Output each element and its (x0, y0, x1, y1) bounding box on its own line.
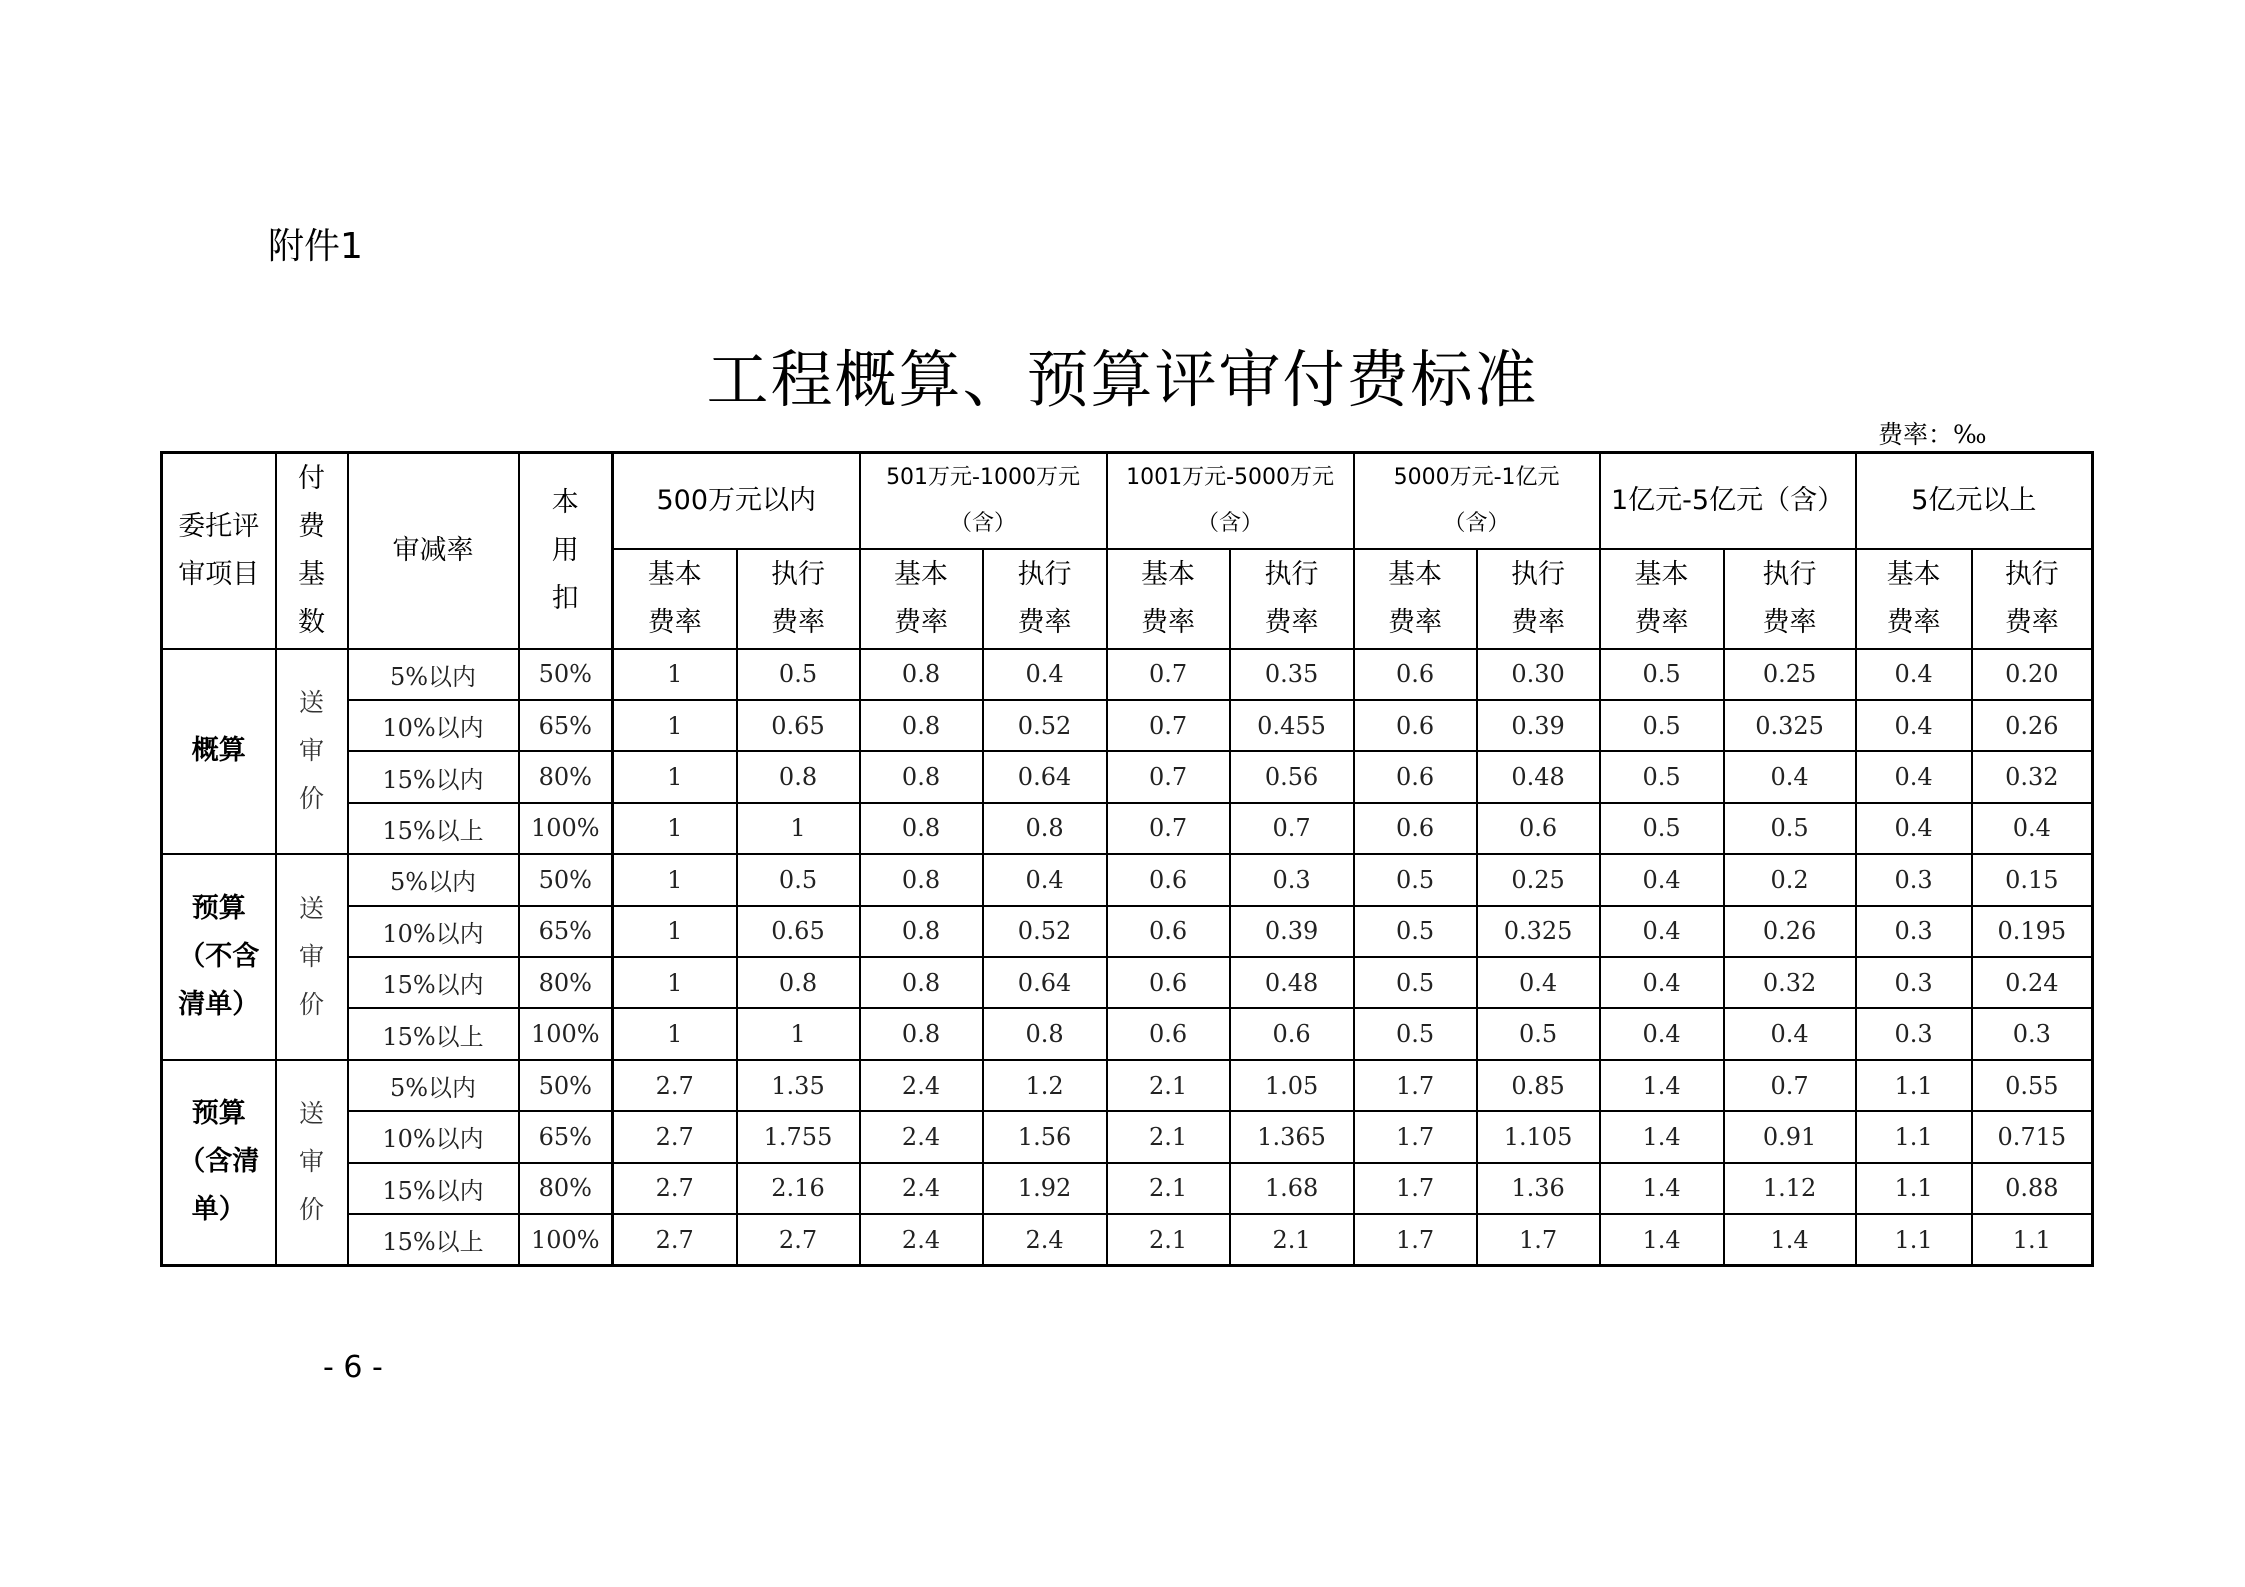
basic-rate-cell: 0.4 (1856, 803, 1972, 854)
exec-rate-cell: 1.105 (1477, 1111, 1600, 1162)
basic-rate-cell: 2.1 (1107, 1111, 1230, 1162)
group-base-label: 送审价 (298, 1099, 324, 1225)
exec-rate-cell: 0.52 (983, 700, 1107, 751)
basic-rate-cell: 0.6 (1354, 751, 1477, 802)
basic-rate-cell: 0.6 (1107, 957, 1230, 1008)
basic-rate-cell: 1.4 (1600, 1060, 1724, 1111)
exec-rate-label: 执行费率 (771, 558, 825, 638)
exec-rate-cell: 0.55 (1972, 1060, 2093, 1111)
basic-rate-label: 基本费率 (1886, 558, 1941, 638)
basic-rate-cell: 0.6 (1354, 649, 1477, 700)
basic-rate-cell: 1 (613, 854, 737, 905)
exec-rate-cell: 0.3 (1972, 1008, 2093, 1059)
exec-rate-cell: 0.39 (1230, 906, 1354, 957)
exec-rate-cell: 0.32 (1724, 957, 1856, 1008)
exec-rate-cell: 0.6 (1477, 803, 1600, 854)
header-range: 5000万元-1亿元（含） (1354, 453, 1600, 549)
reduction-cell: 10%以内 (348, 1111, 519, 1162)
exec-rate-cell: 0.325 (1477, 906, 1600, 957)
group-base-label: 送审价 (298, 688, 324, 814)
exec-rate-cell: 0.8 (737, 957, 860, 1008)
header-basic-rate (1856, 549, 1972, 649)
exec-rate-cell: 0.20 (1972, 649, 2093, 700)
basic-rate-cell: 2.1 (1107, 1060, 1230, 1111)
header-basic-rate (860, 549, 983, 649)
exec-rate-cell: 1.36 (1477, 1163, 1600, 1214)
exec-rate-cell: 0.3 (1230, 854, 1354, 905)
exec-rate-cell: 0.5 (737, 649, 860, 700)
exec-rate-cell: 0.35 (1230, 649, 1354, 700)
exec-rate-label: 执行费率 (1762, 558, 1817, 638)
header-range: 500万元以内 (613, 453, 860, 549)
basic-rate-cell: 0.7 (1107, 751, 1230, 802)
header-exec-rate (1972, 549, 2093, 649)
header-reduction: 审减率 (348, 453, 519, 649)
basic-rate-cell: 2.1 (1107, 1163, 1230, 1214)
basic-rate-cell: 0.5 (1600, 803, 1724, 854)
basic-rate-cell: 0.3 (1856, 957, 1972, 1008)
basic-rate-cell: 1.1 (1856, 1060, 1972, 1111)
header-range: 1001万元-5000万元（含） (1107, 453, 1354, 549)
exec-rate-cell: 0.4 (1477, 957, 1600, 1008)
basic-rate-cell: 1 (613, 1008, 737, 1059)
exec-rate-cell: 0.85 (1477, 1060, 1600, 1111)
header-range: 5亿元以上 (1856, 453, 2093, 549)
deduction-cell: 65% (519, 1111, 613, 1162)
exec-rate-cell: 0.26 (1972, 700, 2093, 751)
exec-rate-cell: 1.7 (1477, 1214, 1600, 1265)
exec-rate-cell: 0.8 (983, 803, 1107, 854)
reduction-cell: 15%以内 (348, 957, 519, 1008)
basic-rate-cell: 0.3 (1856, 906, 1972, 957)
basic-rate-cell: 2.4 (860, 1163, 983, 1214)
exec-rate-cell: 0.5 (737, 854, 860, 905)
group-base-label: 送审价 (298, 894, 324, 1019)
deduction-cell: 80% (519, 1163, 613, 1214)
exec-rate-cell: 0.48 (1230, 957, 1354, 1008)
exec-rate-label: 执行费率 (1511, 558, 1566, 638)
group-name (162, 649, 276, 855)
deduction-cell: 80% (519, 957, 613, 1008)
header-basic-rate (1354, 549, 1477, 649)
basic-rate-cell: 0.8 (860, 1008, 983, 1059)
exec-rate-cell: 0.5 (1477, 1008, 1600, 1059)
header-exec-rate (1724, 549, 1856, 649)
basic-rate-cell: 2.7 (613, 1163, 737, 1214)
reduction-cell: 5%以内 (348, 1060, 519, 1111)
basic-rate-cell: 0.4 (1600, 957, 1724, 1008)
exec-rate-cell: 0.25 (1477, 854, 1600, 905)
exec-rate-cell: 0.715 (1972, 1111, 2093, 1162)
basic-rate-cell: 1.1 (1856, 1163, 1972, 1214)
header-project-label: 委托评审项目 (178, 510, 260, 590)
basic-rate-cell: 2.7 (613, 1111, 737, 1162)
basic-rate-cell: 0.8 (860, 906, 983, 957)
basic-rate-cell: 1.4 (1600, 1163, 1724, 1214)
deduction-cell: 50% (519, 649, 613, 700)
exec-rate-cell: 1.1 (1972, 1214, 2093, 1265)
exec-rate-label: 执行费率 (2004, 558, 2059, 638)
exec-rate-cell: 1 (737, 1008, 860, 1059)
unit-note: 费率：‰ (1878, 420, 1987, 449)
header-exec-rate (1477, 549, 1600, 649)
exec-rate-cell: 0.8 (983, 1008, 1107, 1059)
reduction-cell: 10%以内 (348, 906, 519, 957)
basic-rate-cell: 0.6 (1354, 803, 1477, 854)
basic-rate-cell: 1.7 (1354, 1163, 1477, 1214)
exec-rate-cell: 2.1 (1230, 1214, 1354, 1265)
header-basic-rate (1600, 549, 1724, 649)
exec-rate-cell: 0.7 (1230, 803, 1354, 854)
basic-rate-cell: 0.7 (1107, 700, 1230, 751)
reduction-cell: 15%以内 (348, 1163, 519, 1214)
basic-rate-cell: 1 (613, 803, 737, 854)
basic-rate-cell: 1.4 (1600, 1214, 1724, 1265)
basic-rate-cell: 0.6 (1107, 906, 1230, 957)
basic-rate-cell: 0.8 (860, 854, 983, 905)
exec-rate-cell: 0.64 (983, 751, 1107, 802)
exec-rate-cell: 1.2 (983, 1060, 1107, 1111)
basic-rate-cell: 0.8 (860, 700, 983, 751)
header-deduction (519, 453, 613, 649)
basic-rate-cell: 0.4 (1856, 700, 1972, 751)
exec-rate-cell: 0.65 (737, 700, 860, 751)
exec-rate-cell: 0.65 (737, 906, 860, 957)
basic-rate-cell: 0.3 (1856, 854, 1972, 905)
header-range: 501万元-1000万元（含） (860, 453, 1107, 549)
group-base (276, 649, 348, 855)
exec-rate-cell: 1 (737, 803, 860, 854)
exec-rate-cell: 1.365 (1230, 1111, 1354, 1162)
deduction-cell: 65% (519, 700, 613, 751)
reduction-cell: 15%以上 (348, 1008, 519, 1059)
header-deduction-label: 本用扣 (551, 486, 579, 614)
exec-rate-cell: 1.56 (983, 1111, 1107, 1162)
basic-rate-cell: 2.4 (860, 1214, 983, 1265)
reduction-cell: 15%以上 (348, 803, 519, 854)
exec-rate-cell: 1.68 (1230, 1163, 1354, 1214)
basic-rate-cell: 0.4 (1600, 906, 1724, 957)
exec-rate-label: 执行费率 (1264, 558, 1319, 638)
header-exec-rate (983, 549, 1107, 649)
basic-rate-cell: 0.5 (1600, 751, 1724, 802)
exec-rate-cell: 0.32 (1972, 751, 2093, 802)
basic-rate-cell: 1.7 (1354, 1060, 1477, 1111)
basic-rate-cell: 0.4 (1600, 854, 1724, 905)
basic-rate-label: 基本费率 (1634, 558, 1689, 638)
header-base-label: 付费基数 (298, 462, 325, 638)
header-exec-rate (1230, 549, 1354, 649)
exec-rate-cell: 0.39 (1477, 700, 1600, 751)
basic-rate-cell: 0.8 (860, 803, 983, 854)
basic-rate-cell: 2.7 (613, 1060, 737, 1111)
header-base (276, 453, 348, 649)
exec-rate-cell: 0.26 (1724, 906, 1856, 957)
basic-rate-cell: 0.5 (1354, 957, 1477, 1008)
basic-rate-label: 基本费率 (1141, 558, 1196, 638)
group-name (162, 854, 276, 1060)
header-basic-rate (1107, 549, 1230, 649)
group-base (276, 854, 348, 1060)
basic-rate-label: 基本费率 (647, 558, 702, 638)
exec-rate-cell: 1.12 (1724, 1163, 1856, 1214)
basic-rate-cell: 2.4 (860, 1060, 983, 1111)
basic-rate-cell: 2.1 (1107, 1214, 1230, 1265)
basic-rate-cell: 0.5 (1600, 649, 1724, 700)
exec-rate-cell: 0.48 (1477, 751, 1600, 802)
exec-rate-cell: 0.52 (983, 906, 1107, 957)
reduction-cell: 10%以内 (348, 700, 519, 751)
exec-rate-cell: 2.4 (983, 1214, 1107, 1265)
deduction-cell: 50% (519, 1060, 613, 1111)
exec-rate-cell: 0.195 (1972, 906, 2093, 957)
exec-rate-cell: 0.455 (1230, 700, 1354, 751)
exec-rate-cell: 1.92 (983, 1163, 1107, 1214)
deduction-cell: 80% (519, 751, 613, 802)
basic-rate-cell: 0.4 (1600, 1008, 1724, 1059)
exec-rate-cell: 1.35 (737, 1060, 860, 1111)
reduction-cell: 15%以内 (348, 751, 519, 802)
basic-rate-cell: 0.8 (860, 751, 983, 802)
basic-rate-cell: 0.7 (1107, 649, 1230, 700)
basic-rate-cell: 0.6 (1107, 1008, 1230, 1059)
exec-rate-cell: 0.2 (1724, 854, 1856, 905)
exec-rate-cell: 1.755 (737, 1111, 860, 1162)
exec-rate-cell: 0.24 (1972, 957, 2093, 1008)
group-name-label: 预算（含清单） (178, 1098, 260, 1226)
group-name-label: 预算（不含清单） (178, 893, 260, 1020)
basic-rate-cell: 1.4 (1600, 1111, 1724, 1162)
basic-rate-cell: 2.4 (860, 1111, 983, 1162)
group-name-label: 概算 (191, 735, 246, 767)
basic-rate-cell: 0.3 (1856, 1008, 1972, 1059)
basic-rate-cell: 1 (613, 649, 737, 700)
exec-rate-cell: 0.88 (1972, 1163, 2093, 1214)
exec-rate-cell: 0.4 (983, 649, 1107, 700)
basic-rate-cell: 0.5 (1354, 854, 1477, 905)
exec-rate-cell: 0.30 (1477, 649, 1600, 700)
exec-rate-cell: 2.16 (737, 1163, 860, 1214)
deduction-cell: 100% (519, 803, 613, 854)
reduction-cell: 5%以内 (348, 649, 519, 700)
exec-rate-cell: 0.8 (737, 751, 860, 802)
basic-rate-cell: 0.6 (1354, 700, 1477, 751)
header-exec-rate (737, 549, 860, 649)
exec-rate-cell: 0.56 (1230, 751, 1354, 802)
basic-rate-label: 基本费率 (894, 558, 949, 638)
deduction-cell: 50% (519, 854, 613, 905)
exec-rate-cell: 0.4 (1724, 1008, 1856, 1059)
basic-rate-cell: 1 (613, 957, 737, 1008)
exec-rate-cell: 0.25 (1724, 649, 1856, 700)
exec-rate-cell: 0.91 (1724, 1111, 1856, 1162)
basic-rate-cell: 1 (613, 906, 737, 957)
basic-rate-cell: 1.7 (1354, 1214, 1477, 1265)
deduction-cell: 100% (519, 1008, 613, 1059)
basic-rate-cell: 0.5 (1354, 1008, 1477, 1059)
exec-rate-cell: 0.4 (1724, 751, 1856, 802)
exec-rate-cell: 0.6 (1230, 1008, 1354, 1059)
fee-standard-table (160, 451, 2094, 1267)
deduction-cell: 100% (519, 1214, 613, 1265)
basic-rate-cell: 0.4 (1856, 649, 1972, 700)
exec-rate-cell: 0.64 (983, 957, 1107, 1008)
basic-rate-cell: 1 (613, 700, 737, 751)
basic-rate-cell: 0.8 (860, 957, 983, 1008)
basic-rate-cell: 1.7 (1354, 1111, 1477, 1162)
exec-rate-cell: 0.4 (1972, 803, 2093, 854)
exec-rate-cell: 1.05 (1230, 1060, 1354, 1111)
exec-rate-cell: 0.4 (983, 854, 1107, 905)
exec-rate-cell: 2.7 (737, 1214, 860, 1265)
header-basic-rate (613, 549, 737, 649)
reduction-cell: 15%以上 (348, 1214, 519, 1265)
header-project (162, 453, 276, 649)
header-range: 1亿元-5亿元（含） (1600, 453, 1856, 549)
basic-rate-cell: 1.1 (1856, 1111, 1972, 1162)
group-name (162, 1060, 276, 1266)
basic-rate-cell: 0.5 (1600, 700, 1724, 751)
document-title: 工程概算、预算评审付费标准 (706, 343, 1539, 416)
basic-rate-cell: 0.5 (1354, 906, 1477, 957)
basic-rate-cell: 0.7 (1107, 803, 1230, 854)
page-number: - 6 - (323, 1350, 383, 1385)
basic-rate-label: 基本费率 (1388, 558, 1443, 638)
deduction-cell: 65% (519, 906, 613, 957)
attachment-label: 附件1 (268, 226, 363, 267)
exec-rate-cell: 0.7 (1724, 1060, 1856, 1111)
reduction-cell: 5%以内 (348, 854, 519, 905)
basic-rate-cell: 2.7 (613, 1214, 737, 1265)
basic-rate-cell: 1.1 (1856, 1214, 1972, 1265)
exec-rate-cell: 0.325 (1724, 700, 1856, 751)
basic-rate-cell: 0.8 (860, 649, 983, 700)
basic-rate-cell: 0.6 (1107, 854, 1230, 905)
basic-rate-cell: 0.4 (1856, 751, 1972, 802)
exec-rate-label: 执行费率 (1017, 558, 1072, 638)
exec-rate-cell: 0.5 (1724, 803, 1856, 854)
group-base (276, 1060, 348, 1266)
exec-rate-cell: 0.15 (1972, 854, 2093, 905)
exec-rate-cell: 1.4 (1724, 1214, 1856, 1265)
basic-rate-cell: 1 (613, 751, 737, 802)
